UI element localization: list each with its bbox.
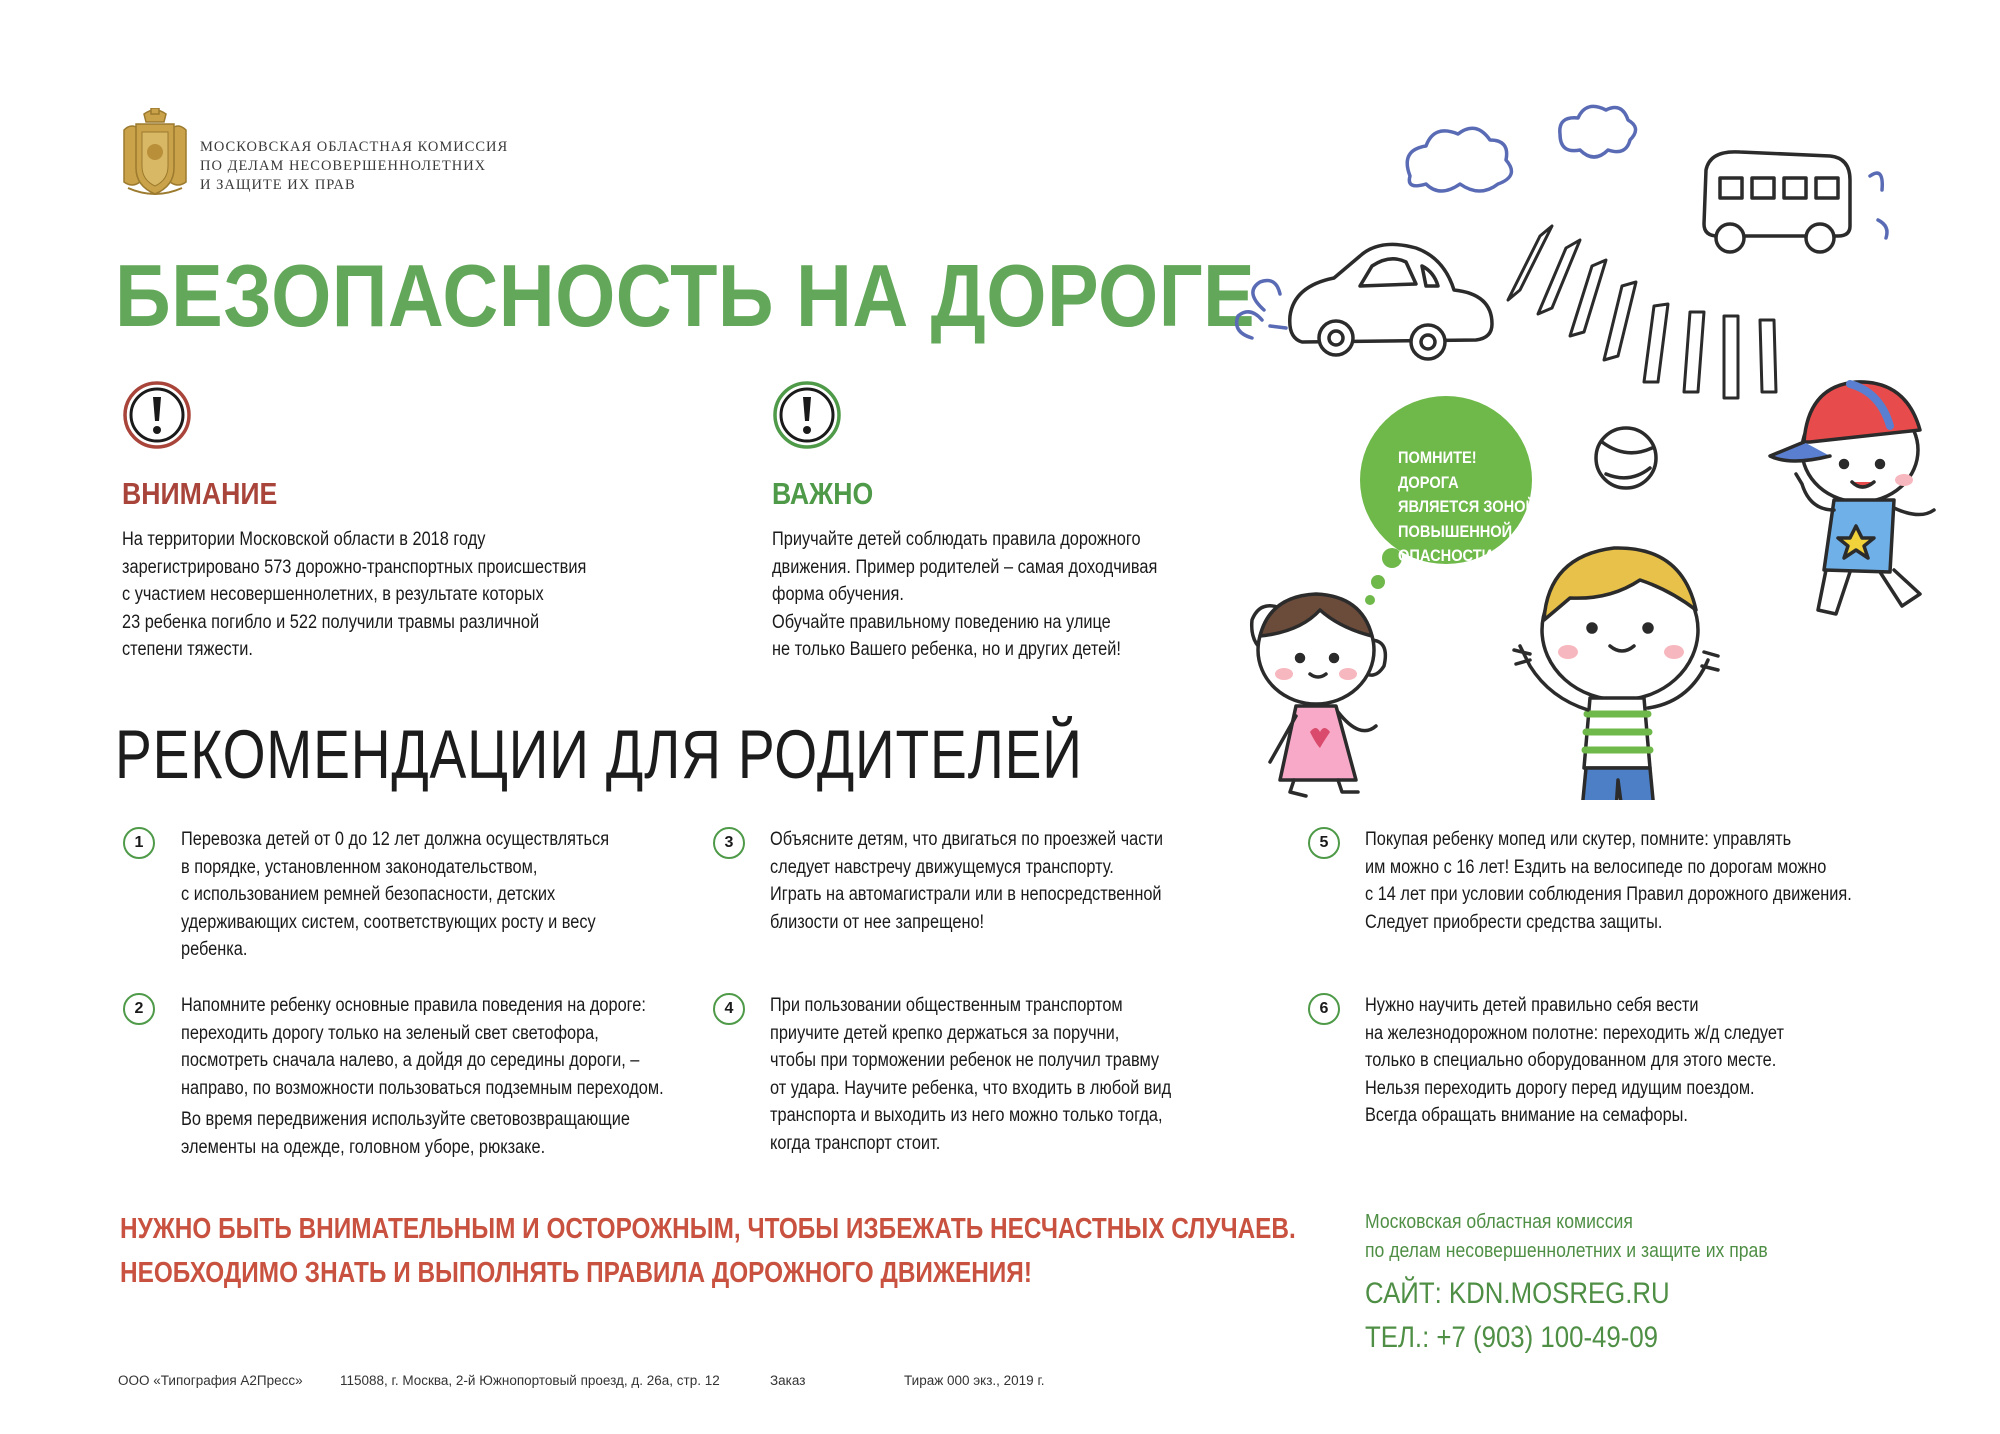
text-line: Всегда обращать внимание на семафоры.: [1365, 1105, 1688, 1126]
important-heading: ВАЖНО: [772, 476, 874, 511]
text-line: Следует приобрести средства защиты.: [1365, 911, 1663, 933]
text-line: форма обучения.: [772, 584, 904, 605]
text-line: На территории Московской области в 2018 году: [122, 529, 486, 550]
text-line: с использованием ремней безопасности, детских: [181, 884, 556, 905]
text-line: посмотреть сначала налево, а дойдя до середины дороги, –: [181, 1050, 640, 1071]
text-line: от удара. Научите ребенка, что входить в любой вид: [770, 1077, 1172, 1099]
recommendation-number: 5: [1308, 827, 1340, 859]
text-line: Приучайте детей соблюдать правила дорожного: [772, 529, 1141, 550]
imprint-address: 115088, г. Москва, 2-й Южнопортовый проезд, д. 26а, стр. 12: [340, 1373, 720, 1388]
text-line: только в специально оборудованном для этого месте.: [1365, 1050, 1777, 1071]
cloud-icon: [1407, 128, 1511, 191]
org-header-line: И ЗАЩИТЕ ИХ ПРАВ: [200, 177, 356, 193]
recommendation-text: [181, 826, 609, 964]
warning-line-2: НЕОБХОДИМО ЗНАТЬ И ВЫПОЛНЯТЬ ПРАВИЛА ДОРОЖНОГО ДВИЖЕНИЯ!: [120, 1257, 1032, 1289]
text-line: с 14 лет при условии соблюдения Правил дорожного движения.: [1365, 884, 1852, 905]
imprint-order: Заказ: [770, 1373, 806, 1388]
org-header-line: ПО ДЕЛАМ НЕСОВЕРШЕННОЛЕТНИХ: [200, 158, 487, 174]
text-line: Нельзя переходить дорогу перед идущим поездом.: [1365, 1077, 1755, 1099]
girl-character: [1252, 594, 1386, 796]
text-line: При пользовании общественным транспортом: [770, 995, 1123, 1016]
contact-org-line: по делам несовершеннолетних и защите их прав: [1365, 1240, 1768, 1262]
cloud-icon: [1560, 106, 1636, 157]
text-line: зарегистрировано 573 дорожно-транспортных происшествия: [122, 556, 587, 578]
text-line: не только Вашего ребенка, но и других детей!: [772, 639, 1121, 660]
text-line: когда транспорт стоит.: [770, 1132, 941, 1154]
text-line: Играть на автомагистрали или в непосредственной: [770, 884, 1162, 905]
bubble-line: ОПАСНОСТИ!: [1398, 546, 1498, 565]
org-header-line: МОСКОВСКАЯ ОБЛАСТНАЯ КОМИССИЯ: [200, 139, 509, 155]
text-line: 23 ребенка погибло и 522 получили травмы различной: [122, 611, 540, 633]
text-line: Во время передвижения используйте световозвращающие: [181, 1109, 630, 1130]
text-line: удерживающих систем, соответствующих росту и весу: [181, 911, 596, 933]
bus-icon: [1704, 152, 1887, 252]
contact-phone: [1365, 1320, 1658, 1356]
ball-icon: [1596, 428, 1656, 488]
bubble-text: [1398, 446, 1536, 569]
warning-line-1: НУЖНО БЫТЬ ВНИМАТЕЛЬНЫМ И ОСТОРОЖНЫМ, ЧТОБЫ ИЗБЕЖАТЬ НЕСЧАСТНЫХ СЛУЧАЕВ.: [120, 1213, 1296, 1245]
recommendation-number: 3: [713, 827, 745, 859]
text-line: Нужно научить детей правильно себя вести: [1365, 995, 1699, 1016]
important-exclamation-icon: [772, 380, 842, 450]
text-line: степени тяжести.: [122, 639, 253, 660]
contact-org: [1365, 1208, 1768, 1266]
attention-exclamation-icon: [122, 380, 192, 450]
text-line: ребенка.: [181, 939, 248, 960]
contact-site: [1365, 1276, 1670, 1312]
org-header: [200, 138, 580, 195]
recommendation-text: [770, 826, 1163, 936]
recommendation-text: [1365, 826, 1852, 936]
boy-cap-character: [1770, 382, 1934, 614]
text-line: в порядке, установленном законодательством,: [181, 856, 538, 878]
attention-heading: ВНИМАНИЕ: [122, 476, 278, 511]
text-line: Обучайте правильному поведению на улице: [772, 611, 1111, 633]
text-line: элементы на одежде, головном уборе, рюкзаке.: [181, 1136, 546, 1158]
site-label: САЙТ:: [1365, 1277, 1442, 1310]
recommendation-number: 6: [1308, 993, 1340, 1025]
boy-character: [1514, 548, 1718, 800]
text-line: Напомните ребенку основные правила поведения на дороге:: [181, 995, 646, 1016]
bubble-line: ПОМНИТЕ!: [1398, 448, 1477, 467]
text-line: Перевозка детей от 0 до 12 лет должна осуществляться: [181, 829, 610, 850]
text-line: близости от нее запрещено!: [770, 911, 985, 933]
contact-org-line: Московская областная комиссия: [1365, 1211, 1633, 1233]
text-line: чтобы при торможении ребенок не получил травму: [770, 1050, 1160, 1071]
text-line: движения. Пример родителей – самая доходчивая: [772, 556, 1158, 578]
text-line: переходить дорогу только на зеленый свет светофора,: [181, 1022, 599, 1044]
text-line: транспорта и выходить из него можно только тогда,: [770, 1105, 1163, 1126]
bubble-line: ЯВЛЯЕТСЯ ЗОНОЙ: [1398, 497, 1537, 516]
text-line: на железнодорожном полотне: переходить ж/д следует: [1365, 1022, 1784, 1044]
text-line: Покупая ребенку мопед или скутер, помните: управлять: [1365, 829, 1792, 850]
imprint-run: Тираж 000 экз., 2019 г.: [904, 1373, 1045, 1388]
recommendation-number: 1: [123, 827, 155, 859]
site-link[interactable]: KDN.MOSREG.RU: [1448, 1277, 1670, 1310]
attention-text: [122, 526, 621, 664]
road-safety-illustration: [1230, 80, 1970, 800]
recommendations-title: РЕКОМЕНДАЦИИ ДЛЯ РОДИТЕЛЕЙ: [115, 716, 1083, 793]
text-line: им можно с 16 лет! Ездить на велосипеде по дорогам можно: [1365, 856, 1827, 878]
important-text: [772, 526, 1271, 664]
page-title: БЕЗОПАСНОСТЬ НА ДОРОГЕ: [115, 246, 1256, 345]
text-line: следует навстречу движущемуся транспорту.: [770, 856, 1114, 878]
text-line: направо, по возможности пользоваться подземным переходом.: [181, 1077, 664, 1099]
bubble-line: ПОВЫШЕННОЙ: [1398, 521, 1513, 541]
text-line: приучите детей крепко держаться за поручни,: [770, 1022, 1120, 1044]
recommendation-text: [181, 992, 664, 1161]
phone-label: ТЕЛ.:: [1365, 1321, 1430, 1354]
recommendation-number: 2: [123, 993, 155, 1025]
recommendation-number: 4: [713, 993, 745, 1025]
text-line: Объясните детям, что двигаться по проезжей части: [770, 829, 1164, 850]
bubble-line: ДОРОГА: [1398, 472, 1459, 492]
imprint-printer: ООО «Типография А2Пресс»: [118, 1373, 303, 1388]
recommendation-text: [1365, 992, 1784, 1130]
phone-link[interactable]: +7 (903) 100-49-09: [1436, 1321, 1659, 1354]
recommendation-text: [770, 992, 1171, 1157]
car-icon: [1237, 244, 1492, 359]
text-line: с участием несовершеннолетних, в результате которых: [122, 584, 544, 605]
coat-of-arms-icon: [118, 108, 192, 200]
